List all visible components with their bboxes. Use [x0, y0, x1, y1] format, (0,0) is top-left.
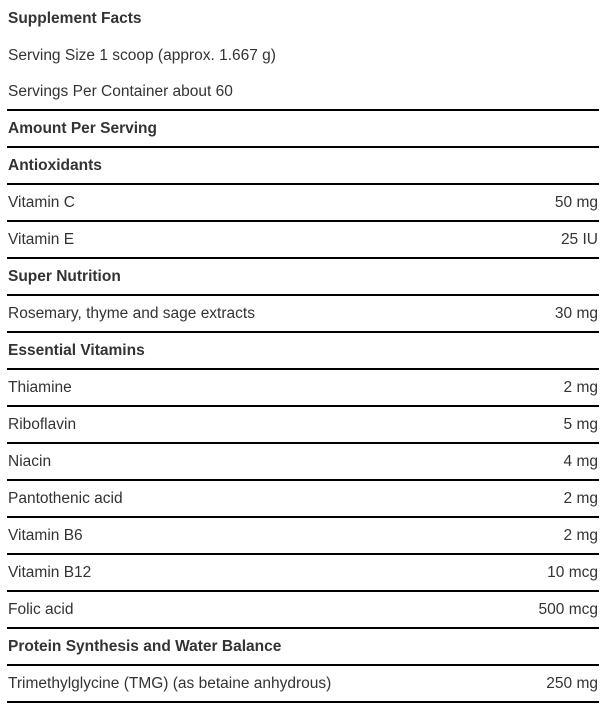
nutrient-name: Vitamin E [8, 230, 75, 248]
nutrient-amount: 2 mg [563, 489, 598, 507]
section-heading: Antioxidants [7, 148, 599, 185]
nutrient-amount: 50 mg [554, 193, 598, 211]
nutrient-name: Vitamin C [8, 193, 75, 211]
nutrient-row [7, 481, 599, 518]
servings-per-container: Servings Per Container about 60 [7, 74, 599, 111]
nutrient-sections [7, 148, 599, 703]
nutrient-name: Trimethylglycine (TMG) (as betaine anhydrous) [8, 674, 332, 692]
nutrient-row [7, 444, 599, 481]
nutrient-row [7, 518, 599, 555]
nutrient-row [7, 666, 599, 703]
supplement-facts-table [7, 0, 599, 703]
section-heading: Super Nutrition [7, 259, 599, 296]
nutrient-row [7, 222, 599, 259]
nutrient-row [7, 407, 599, 444]
nutrient-row [7, 296, 599, 333]
nutrient-name: Niacin [8, 452, 52, 470]
nutrient-name: Riboflavin [8, 415, 77, 433]
nutrient-row [7, 592, 599, 629]
nutrient-name: Vitamin B12 [8, 563, 92, 581]
nutrient-name: Pantothenic acid [8, 489, 123, 507]
nutrient-row [7, 370, 599, 407]
nutrient-amount: 25 IU [560, 230, 598, 248]
nutrient-name: Vitamin B6 [8, 526, 83, 544]
section-heading: Essential Vitamins [7, 333, 599, 370]
nutrient-amount: 2 mg [563, 526, 598, 544]
nutrient-amount: 250 mg [546, 674, 598, 692]
nutrient-name: Thiamine [8, 378, 72, 396]
nutrient-amount: 5 mg [563, 415, 598, 433]
section-heading: Protein Synthesis and Water Balance [7, 629, 599, 666]
nutrient-amount: 10 mcg [547, 563, 598, 581]
nutrient-amount: 500 mcg [538, 600, 598, 618]
nutrient-amount: 30 mg [554, 304, 598, 322]
serving-size: Serving Size 1 scoop (approx. 1.667 g) [8, 46, 276, 64]
amount-per-serving-header: Amount Per Serving [7, 111, 599, 148]
table-title: Supplement Facts [8, 9, 142, 27]
nutrient-name: Folic acid [8, 600, 74, 618]
nutrient-amount: 4 mg [563, 452, 598, 470]
nutrient-name: Rosemary, thyme and sage extracts [8, 304, 255, 322]
nutrient-row [7, 185, 599, 222]
nutrient-amount: 2 mg [563, 378, 598, 396]
nutrient-row [7, 555, 599, 592]
